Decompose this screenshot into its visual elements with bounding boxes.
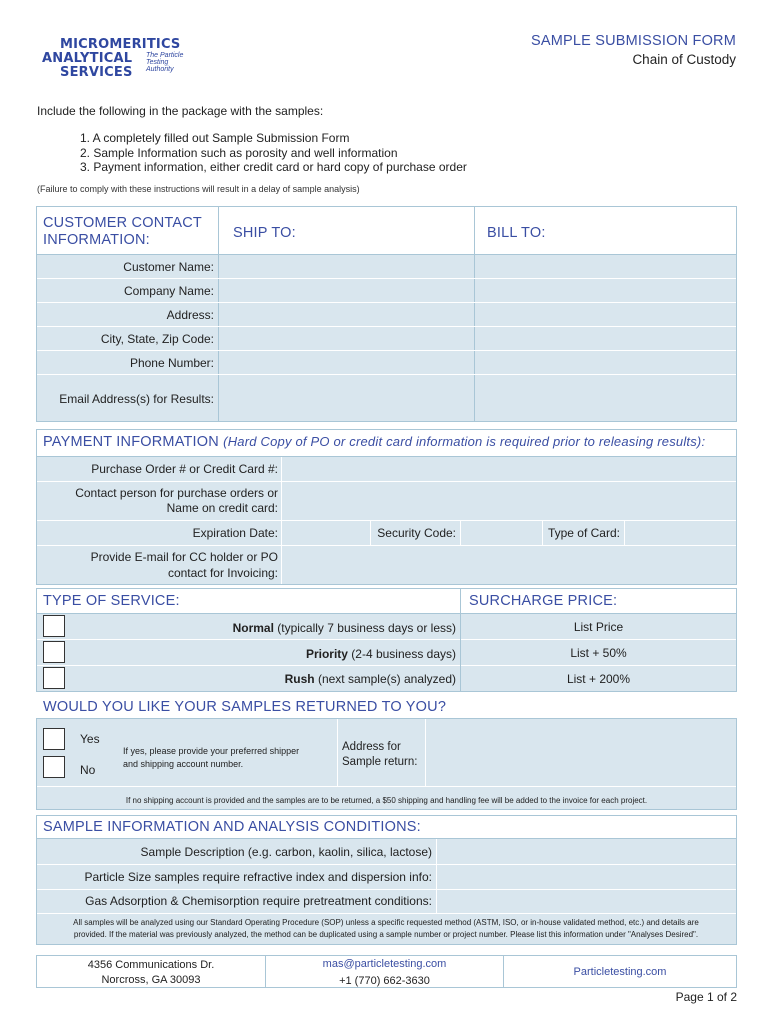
- footer-phone: +1 (770) 662-3630: [339, 975, 430, 987]
- address-return-label: Address for Sample return:: [342, 741, 418, 768]
- rush-price: List + 200%: [566, 672, 631, 686]
- bill-to-fields[interactable]: [475, 255, 736, 421]
- sample-info-inputs[interactable]: [437, 839, 735, 913]
- footer-email[interactable]: mas@particletesting.com: [322, 958, 447, 970]
- invoice-email-label-1: Provide E-mail for CC holder or PO: [90, 550, 278, 564]
- return-yes-label: Yes: [80, 732, 100, 746]
- customer-name-label: Customer Name:: [123, 260, 214, 274]
- return-no-label: No: [80, 763, 96, 777]
- page-number: Page 1 of 2: [675, 990, 737, 1004]
- sop-note: All samples will be analyzed using our Standard Operating Procedure (SOP) unless a specific requested method (ASTM, ISO, or in-house validated method, etc.) and details are provided. If the material was previously analyzed, the method can be duplicated using a sample number or project number. Please list this information under "Analyses Desired".: [73, 918, 699, 939]
- list-item: 2. Sample Information such as porosity and well information: [80, 145, 398, 160]
- contact-title: CUSTOMER CONTACT INFORMATION:: [43, 215, 202, 248]
- normal-option-label: Normal (typically 7 business days or less): [232, 621, 456, 635]
- contact-person-label-2: Name on credit card:: [166, 501, 278, 515]
- logo-line-2: ANALYTICAL: [42, 51, 133, 66]
- security-code-label: Security Code:: [377, 526, 456, 540]
- logo-tagline: The Particle Testing Authority: [146, 52, 184, 73]
- warning-note: (Failure to comply with these instructions will result in a delay of sample analysis): [37, 184, 360, 194]
- payment-title: PAYMENT INFORMATION (Hard Copy of PO or credit card information is required prior to releasing results):: [43, 434, 706, 450]
- contact-person-label-1: Contact person for purchase orders or: [75, 486, 278, 500]
- returns-title: WOULD YOU LIKE YOUR SAMPLES RETURNED TO YOU?: [43, 699, 447, 715]
- return-address-field[interactable]: [426, 720, 735, 785]
- bill-to-heading: BILL TO:: [487, 225, 546, 241]
- priority-option-label: Priority (2-4 business days): [305, 647, 456, 661]
- sample-info-title: SAMPLE INFORMATION AND ANALYSIS CONDITIONS:: [43, 819, 421, 835]
- particle-size-label: Particle Size samples require refractive index and dispersion info:: [84, 870, 432, 884]
- payment-note: (Hard Copy of PO or credit card information is required prior to releasing results):: [223, 434, 706, 449]
- address-label: Address:: [166, 308, 214, 322]
- service-title: TYPE OF SERVICE:: [43, 593, 180, 609]
- rush-checkbox[interactable]: [43, 667, 65, 689]
- shipper-note: If yes, please provide your preferred shipper and shipping account number.: [123, 746, 300, 769]
- list-item: 1. A completely filled out Sample Submission Form: [80, 131, 350, 145]
- normal-checkbox[interactable]: [43, 615, 65, 637]
- footer-address: 4356 Communications Dr. Norcross, GA 30093: [87, 959, 215, 986]
- intro-text: Include the following in the package with the samples:: [37, 104, 324, 118]
- po-cc-label: Purchase Order # or Credit Card #:: [91, 462, 278, 476]
- form-title: SAMPLE SUBMISSION FORM: [530, 33, 736, 49]
- ship-to-fields[interactable]: [219, 255, 473, 421]
- surcharge-title: SURCHARGE PRICE:: [469, 593, 618, 609]
- card-type-label: Type of Card:: [547, 526, 620, 540]
- invoice-email-label-2: contact for Invoicing:: [167, 566, 278, 580]
- city-state-zip-label: City, State, Zip Code:: [100, 332, 214, 346]
- phone-label: Phone Number:: [129, 356, 214, 370]
- sample-description-label: Sample Description (e.g. carbon, kaolin, silica, lactose): [140, 845, 432, 859]
- checklist: [80, 131, 467, 175]
- logo-line-3: SERVICES: [60, 65, 133, 80]
- company-logo: [40, 36, 190, 82]
- expiration-label: Expiration Date:: [192, 526, 278, 540]
- priority-checkbox[interactable]: [43, 641, 65, 663]
- footer-website[interactable]: Particletesting.com: [573, 966, 667, 978]
- priority-price: List + 50%: [570, 646, 627, 660]
- return-no-checkbox[interactable]: [43, 756, 65, 778]
- return-yes-checkbox[interactable]: [43, 728, 65, 750]
- gas-adsorption-label: Gas Adsorption & Chemisorption require pretreatment conditions:: [85, 894, 432, 908]
- email-results-label: Email Address(s) for Results:: [59, 392, 214, 406]
- normal-price: List Price: [573, 620, 624, 634]
- form-subtitle: Chain of Custody: [632, 52, 736, 67]
- rush-option-label: Rush (next sample(s) analyzed): [284, 672, 456, 686]
- ship-to-heading: SHIP TO:: [233, 225, 296, 241]
- logo-line-1: MICROMERITICS: [60, 37, 181, 52]
- list-item: 3. Payment information, either credit card or hard copy of purchase order: [80, 160, 467, 174]
- shipping-fee-note: If no shipping account is provided and the samples are to be returned, a $50 shipping and handling fee will be added to the invoice for each project.: [125, 796, 648, 805]
- company-name-label: Company Name:: [123, 284, 214, 298]
